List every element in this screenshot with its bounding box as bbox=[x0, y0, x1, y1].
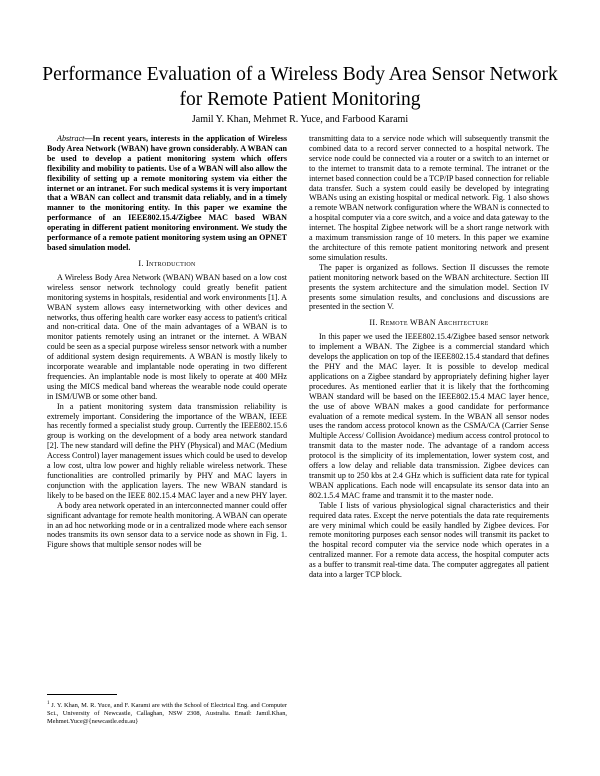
left-column bbox=[47, 134, 287, 550]
paper-title: Performance Evaluation of a Wireless Body Area Sensor Network for Remote Patient Monitoring bbox=[42, 64, 558, 110]
right-paragraph-1: transmitting data to a service node which will subsequently transmit the combined data to a record server connected to a hospital network. The service node could be connected via a router or a switch to an internet or to the internet to transmit data to a remote terminal. The intranet or the internet based connection could be a TCP/IP based connection for reliable data transfer. Such a system could easily be developed by integrating WBANs using an existing hospital or medical network. Fig. 1 also shows a remote WBAN network configuration where the WBAN is connected to a hospital computer via a core switch, and a voice and data gateway to the internet. The hospital Zigbee network will be a short range network with a maximum transmission range of 10 meters. In this paper we examine the architecture of this remote patient monitoring network and present some simulation results. bbox=[309, 134, 549, 262]
footnote-mark: 1 bbox=[47, 701, 50, 706]
section-heading-introduction: I. Introduction bbox=[138, 258, 196, 268]
architecture-paragraph-2: Table I lists of various physiological signal characteristics and their required data rates. Except the nerve potentials the data rate requirements are very minimal which could be easily handled by Zigbee devices. For remote monitoring purposes each sensor nodes will transmit its packet to the hospital record computer via the service node which operates in a centralized manner. For a remote data access, the hospital computer acts as a buffer to transmit real-time data. The computer aggregates all patient data into a larger TCP block. bbox=[309, 500, 549, 580]
architecture-paragraph-1: In this paper we used the IEEE802.15.4/Zigbee based sensor network to implement a WBAN. The Zigbee is a commercial standard which develops the application on top of the IEEE802.15.4 standard that defines the PHY and the MAC layer. It is possible to develop medical applications on a Zigbee standard by appropriately defining higher layer procedures. As mentioned earlier that it is likely that the forthcoming WBAN standard will be based on the IEEE802.15.4 MAC layer hence, the use of above WBAN makes a good candidate for performance evaluation of a remote medical system. In the WBAN all sensor nodes uses the random access protocol known as the CSMA/CA (Carrier Sense Multiple Access/ Collision Avoidance) medium access control protocol to transmit data to the master node. The advantage of a random access protocol is the simplicity of its implementation, lower system cost, and offers a low delay and reliable data transmission. Zigbee devices can transmit up to 250 kbs at 2.4 GHz which is sufficient data rate for typical WBAN applications. Each node will encapsulate its sensor data into an 802.1.5.4 MAC frame and transmit it to the master node. bbox=[309, 332, 549, 500]
abstract bbox=[47, 134, 287, 253]
intro-paragraph-3: A body area network operated in an interconnected manner could offer significant advantage for remote health monitoring. A WBAN can operate in an ad hoc networking mode or in a centralized mode where each sensor nodes transmits its own sensor data to a service node as shown in Fig. 1. Figure shows that multiple sensor nodes will be bbox=[47, 500, 287, 550]
footnote bbox=[47, 700, 287, 726]
intro-paragraph-1: A Wireless Body Area Network (WBAN) WBAN based on a low cost wireless sensor network technology could greatly benefit patient monitoring systems in hospitals, residential and work environments [1]. A WBAN system allows easy internetworking with other devices and networks, thus offering health care worker easy access to patient's critical and non-critical data. One of the main advantages of a WBAN is to monitor patients remotely using an intranet or the internet. A WBAN could be seen as a special purpose wireless sensor network with a number of additional system design requirements. A WBAN is mostly likely to incorporate wearable and implantable node operating in two different frequencies. An implantable node is most likely to operate at 400 MHz using the MICS medical band whereas the wearable node could operate in ISM/UWB or some other band. bbox=[47, 272, 287, 401]
footnote-text: J. Y. Khan, M. R. Yuce, and F. Karami are with the School of Electrical Eng. and Computer Sci., University of Newcastle, Callaghan, NSW 2308, Australia. Email: Jamil.Khan, Mehmet.Yuce@{newcastle.edu.au} bbox=[47, 702, 287, 726]
right-paragraph-2: The paper is organized as follows. Section II discusses the remote patient monitoring network based on the WBAN architecture. Section III presents the system architecture and the simulation model. Section IV presents some simulation results, and conclusions and discussions are presented in the section V. bbox=[309, 262, 549, 312]
right-column bbox=[309, 134, 549, 580]
footnote-divider bbox=[47, 694, 117, 695]
section-heading-architecture: II. Remote WBAN Architecture bbox=[369, 318, 489, 328]
author-list: Jamil Y. Khan, Mehmet R. Yuce, and Farbood Karami bbox=[191, 114, 409, 125]
abstract-text: —In recent years, interests in the application of Wireless Body Area Network (WBAN) have grown considerably. A WBAN can be used to develop a patient monitoring system which offers flexibility and mobility to patients. Use of a WBAN will also allow the flexibility of setting up a remote monitoring system via either the internet or an intranet. For such medical systems it is very important that a WBAN can collect and transmit data reliably, and in a timely manner to the monitoring entity. In this paper we examine the performance of an IEEE802.15.4/Zigbee MAC based WBAN operating in different patient monitoring environment. We study the performance of a remote patient monitoring system using an OPNET based simulation model. bbox=[47, 134, 287, 252]
abstract-label: Abstract bbox=[57, 134, 85, 143]
intro-paragraph-2: In a patient monitoring system data transmission reliability is extremely important. Considering the importance of the WBAN, IEEE has recently formed a specialist study group. Currently the IEEE802.15.6 group is working on the development of a body area network standard [2]. The new standard will define the PHY (Physical) and MAC (Medium Access Control) layer management issues which could be used to develop a low cost, ultra low power and highly reliable wireless network. These functionalities are controlled primarily by PHY and MAC layers in conjunction with the application layers. The new WBAN standard is likely to be based on the IEEE 802.15.4 MAC layer and a new PHY layer. bbox=[47, 401, 287, 500]
